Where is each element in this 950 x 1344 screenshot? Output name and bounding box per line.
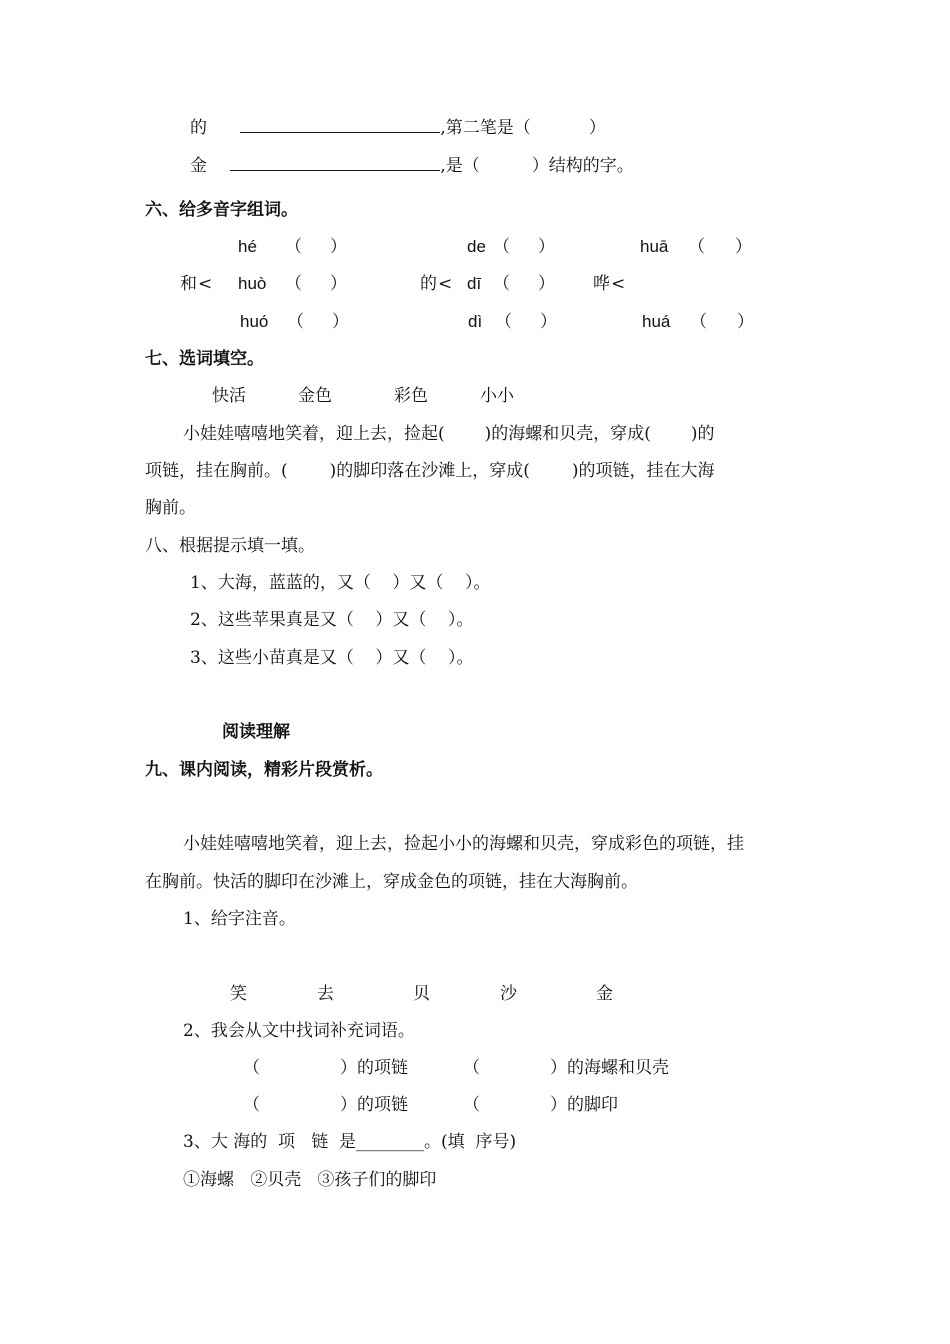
- fill-item: 1、大海，蓝蓝的，又（ ）又（ ）。: [190, 573, 491, 593]
- brace-icon: <: [198, 274, 213, 294]
- word-option: 快活: [212, 386, 246, 406]
- phrase-blank[interactable]: （ ）的项链: [243, 1095, 408, 1115]
- reading-heading: 阅读理解: [222, 722, 290, 742]
- answer-parens[interactable]: （ ）: [285, 237, 347, 257]
- brace-icon: <: [611, 274, 626, 294]
- phrase-blank[interactable]: （ ）的项链: [243, 1058, 408, 1078]
- fill-item: 2、这些苹果真是又（ ）又（ ）。: [190, 610, 474, 630]
- question-char: 金: [190, 156, 207, 176]
- pinyin-char: 贝: [413, 984, 430, 1004]
- fill-paragraph-line1: 小娃娃嘻嘻地笑着，迎上去，捡起( )的海螺和贝壳，穿成( )的: [183, 424, 715, 444]
- answer-parens[interactable]: （ ）: [493, 274, 555, 294]
- passage-line: 小娃娃嘻嘻地笑着，迎上去，捡起小小的海螺和贝壳，穿成彩色的项链，挂: [183, 834, 744, 854]
- section-title: 八、根据提示填一填。: [145, 536, 315, 556]
- pinyin-char: 金: [596, 984, 613, 1004]
- question-1: 1、给字注音。: [183, 909, 296, 929]
- section-title: 七、选词填空。: [145, 349, 264, 369]
- polyphone-char: 和: [180, 274, 197, 294]
- word-option: 彩色: [394, 386, 428, 406]
- word-option: 金色: [298, 386, 332, 406]
- fill-paragraph-line3: 胸前。: [145, 498, 196, 518]
- reading-hua1: huā: [640, 237, 669, 256]
- question-3-options: ①海螺 ②贝壳 ③孩子们的脚印: [183, 1170, 437, 1190]
- brace-icon: <: [438, 274, 453, 294]
- polyphone-char: 哗: [593, 274, 610, 294]
- phrase-blank[interactable]: （ ）的海螺和贝壳: [463, 1058, 669, 1078]
- word-option: 小小: [480, 386, 514, 406]
- answer-parens[interactable]: （ ）: [287, 312, 349, 332]
- fill-item: 3、这些小苗真是又（ ）又（ ）。: [190, 648, 474, 668]
- section-title: 六、给多音字组词。: [145, 200, 298, 220]
- question-3: 3、大 海的 项 链 是________。(填 序号): [183, 1132, 517, 1152]
- question-char: 的: [190, 118, 207, 138]
- answer-parens[interactable]: （ ）: [495, 312, 557, 332]
- reading-hua2: huá: [642, 312, 671, 331]
- reading-di4: dì: [468, 312, 483, 331]
- reading-di1: dī: [467, 274, 482, 293]
- answer-parens[interactable]: （ ）: [690, 312, 754, 332]
- answer-blank[interactable]: [230, 154, 440, 171]
- passage-line: 在胸前。快活的脚印在沙滩上，穿成金色的项链，挂在大海胸前。: [145, 872, 638, 892]
- section-title: 九、课内阅读，精彩片段赏析。: [145, 760, 383, 780]
- polyphone-char: 的: [420, 274, 437, 294]
- reading-huo2: huó: [240, 312, 269, 331]
- pinyin-char: 笑: [230, 984, 247, 1004]
- pinyin-char: 去: [317, 984, 334, 1004]
- phrase-blank[interactable]: （ ）的脚印: [463, 1095, 618, 1115]
- fill-paragraph-line2: 项链，挂在胸前。( )的脚印落在沙滩上，穿成( )的项链，挂在大海: [145, 461, 715, 481]
- reading-de: de: [467, 237, 486, 256]
- answer-parens[interactable]: （ ）: [688, 237, 752, 257]
- reading-he: hé: [238, 237, 257, 256]
- reading-huo: huò: [238, 274, 267, 293]
- answer-blank[interactable]: [240, 116, 440, 133]
- stroke-question-line: 的 ,第二笔是（ ）: [190, 118, 606, 138]
- answer-parens[interactable]: （ ）: [493, 237, 555, 257]
- answer-parens[interactable]: （ ）: [285, 274, 347, 294]
- structure-question-line: 金 ,是（ ）结构的字。: [190, 156, 634, 176]
- question-2: 2、我会从文中找词补充词语。: [183, 1021, 415, 1041]
- pinyin-char: 沙: [500, 984, 517, 1004]
